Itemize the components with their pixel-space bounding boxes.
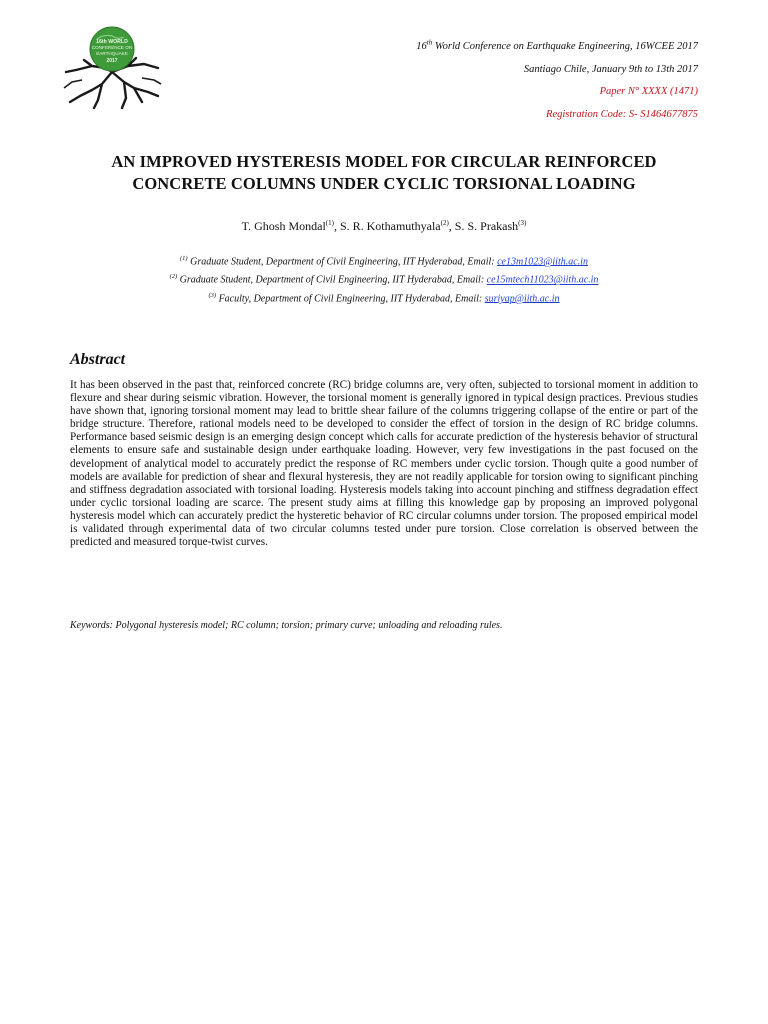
affiliation-mark: (3)	[208, 291, 217, 299]
abstract-body: It has been observed in the past that, reinforced concrete (RC) bridge columns are, very often, subjected to torsional moment in addition to flexure and shear during seismic vibration. However, the torsional moment is generally ignored in typical design practices. Previous studies have shown that, ignoring torsional moment may lead to brittle shear failure of the columns triggering collapse of the entire or part of the bridge structure. Therefore, rational models need to be developed to consider the effect of torsion in the design of RC bridge columns. Performance based seismic design is an emerging design concept which calls for accurate prediction of the hysteresis behavior of structural elements to ensure safe and sustainable design under earthquake loading. However, very few investigations in the past focused on the development of analytical model to accurately predict the response of RC members under cyclic torsion. Though quite a good number of models are available for prediction of shear and flexural hysteresis, they are not readily applicable for torsion owing to significant pinching and stiffness degradation associated with torsional loading. Hysteresis models taking into account pinching and stiffness degradation effect under cyclic torsional loading are scarce. The present study aims at filling this knowledge gap by proposing an improved polygonal hysteresis model which can accurately predict the hysteretic behavior of RC circular columns under torsion. The proposed empirical model is validated through experimental data of two circular columns tested under pure torsion. Close correlation is observed between the predicted and measured torque-twist curves.	[70, 379, 698, 549]
logo-text-bottom: EARTHQUAKE	[96, 51, 128, 56]
author-mark: (2)	[440, 219, 449, 227]
author-separator: ,	[333, 219, 340, 233]
conference-ordinal: 16	[416, 41, 427, 52]
author-mark: (1)	[325, 219, 334, 227]
author-list	[60, 219, 708, 234]
abstract-heading: Abstract	[70, 351, 126, 368]
author-mark: (3)	[518, 219, 527, 227]
conference-logo	[62, 22, 162, 110]
affiliation-text: Graduate Student, Department of Civil Engineering, IIT Hyderabad, Email:	[187, 256, 498, 268]
registration-code: Registration Code: S- S1464677875	[546, 108, 698, 120]
author-name: S. R. Kothamuthyala	[339, 219, 441, 233]
affiliation-1	[60, 251, 708, 269]
logo-text-year: 2017	[106, 58, 118, 64]
conference-ordinal-suffix: th	[426, 38, 433, 47]
paper-number: Paper N° XXXX (1471)	[599, 86, 698, 97]
title-line-2: CONCRETE COLUMNS UNDER CYCLIC TORSIONAL LOADING	[132, 174, 636, 193]
author-separator: ,	[448, 219, 455, 233]
logo-text-mid: CONFERENCE ON	[91, 45, 133, 50]
email-link[interactable]: ce15mtech11023@iith.ac.in	[486, 274, 599, 286]
conference-header	[278, 36, 698, 126]
earthquake-globe-icon	[62, 22, 162, 110]
affiliation-text: Faculty, Department of Civil Engineering, IIT Hyderabad, Email:	[216, 292, 485, 304]
affiliations	[60, 251, 708, 306]
paper-title	[60, 151, 708, 195]
logo-text-top: 16th WORLD	[96, 39, 128, 45]
conference-location: Santiago Chile, January 9th to 13th 2017	[523, 63, 698, 75]
conference-name	[278, 36, 698, 59]
conference-title-rest: World Conference on Earthquake Engineering, 16WCEE 2017	[432, 41, 698, 52]
email-link[interactable]: suriyap@iith.ac.in	[484, 292, 560, 304]
author-name: T. Ghosh Mondal	[241, 219, 326, 233]
affiliation-text: Graduate Student, Department of Civil Engineering, IIT Hyderabad, Email:	[177, 274, 487, 286]
affiliation-mark: (1)	[180, 255, 188, 262]
keywords: Keywords: Polygonal hysteresis model; RC column; torsion; primary curve; unloading and reloading rules.	[70, 620, 503, 631]
email-link[interactable]: ce13m1023@iith.ac.in	[497, 256, 588, 268]
author-name: S. S. Prakash	[454, 219, 519, 233]
affiliation-mark: (2)	[169, 273, 178, 281]
title-line-1: AN IMPROVED HYSTERESIS MODEL FOR CIRCULAR REINFORCED	[111, 152, 657, 171]
affiliation-3	[60, 288, 708, 306]
affiliation-2	[60, 269, 708, 287]
